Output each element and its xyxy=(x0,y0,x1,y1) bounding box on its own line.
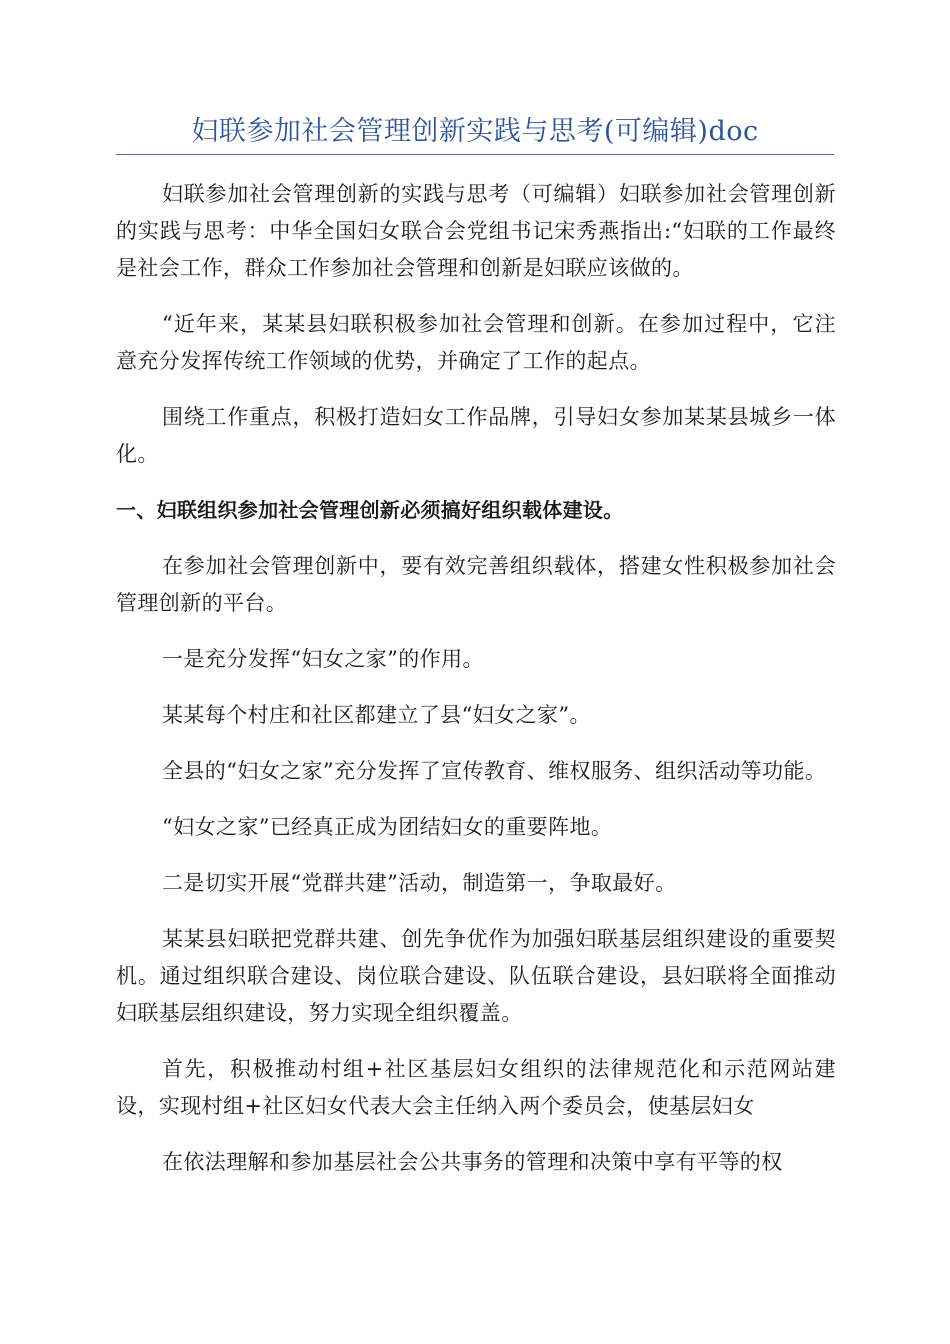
paragraph-womens-home-functions: 全县的“妇女之家”充分发挥了宣传教育、维权服务、组织活动等功能。 xyxy=(162,759,827,783)
paragraph-point-one: 一是充分发挥“妇女之家”的作用。 xyxy=(162,647,484,671)
paragraph-continuation: 在依法理解和参加基层社会公共事务的管理和决策中享有平等的权 xyxy=(162,1150,783,1174)
title-underline xyxy=(116,154,834,155)
paragraph-organization-carrier: 在参加社会管理创新中，要有效完善组织载体，搭建女性积极参加社会管理创新的平台。 xyxy=(116,554,836,615)
paragraph-party-mass-building: 某某县妇联把党群共建、创先争优作为加强妇联基层组织建设的重要契机。通过组织联合建设、岗位联合建设、队伍联合建设，县妇联将全面推动妇联基层组织建设，努力实现全组织覆盖。 xyxy=(116,927,836,1025)
paragraph-work-focus: 围绕工作重点，积极打造妇女工作品牌，引导妇女参加某某县城乡一体化。 xyxy=(116,405,836,466)
paragraph-womens-home-built: 某某每个村庄和社区都建立了县“妇女之家”。 xyxy=(162,703,591,727)
document-title: 妇联参加社会管理创新实践与思考(可编辑)doc xyxy=(191,116,759,147)
document-body xyxy=(116,176,836,1200)
section-heading-one: 一、妇联组织参加社会管理创新必须搞好组织载体建设。 xyxy=(116,498,624,522)
paragraph-recent-years: “近年来，某某县妇联积极参加社会管理和创新。在参加过程中，它注意充分发挥传统工作领域的优势，并确定了工作的起点。 xyxy=(116,312,836,373)
paragraph-point-two: 二是切实开展“党群共建”活动，制造第一，争取最好。 xyxy=(162,871,677,895)
paragraph-womens-home-position: “妇女之家”已经真正成为团结妇女的重要阵地。 xyxy=(162,815,613,839)
paragraph-intro: 妇联参加社会管理创新的实践与思考（可编辑）妇联参加社会管理创新的实践与思考：中华全国妇女联合会党组书记宋秀燕指出:“妇联的工作最终是社会工作，群众工作参加社会管理和创新是妇联应该做的。 xyxy=(116,182,836,280)
paragraph-first-step: 首先，积极推动村组+社区基层妇女组织的法律规范化和示范网站建设，实现村组+社区妇女代表大会主任纳入两个委员会，使基层妇女 xyxy=(116,1057,836,1118)
